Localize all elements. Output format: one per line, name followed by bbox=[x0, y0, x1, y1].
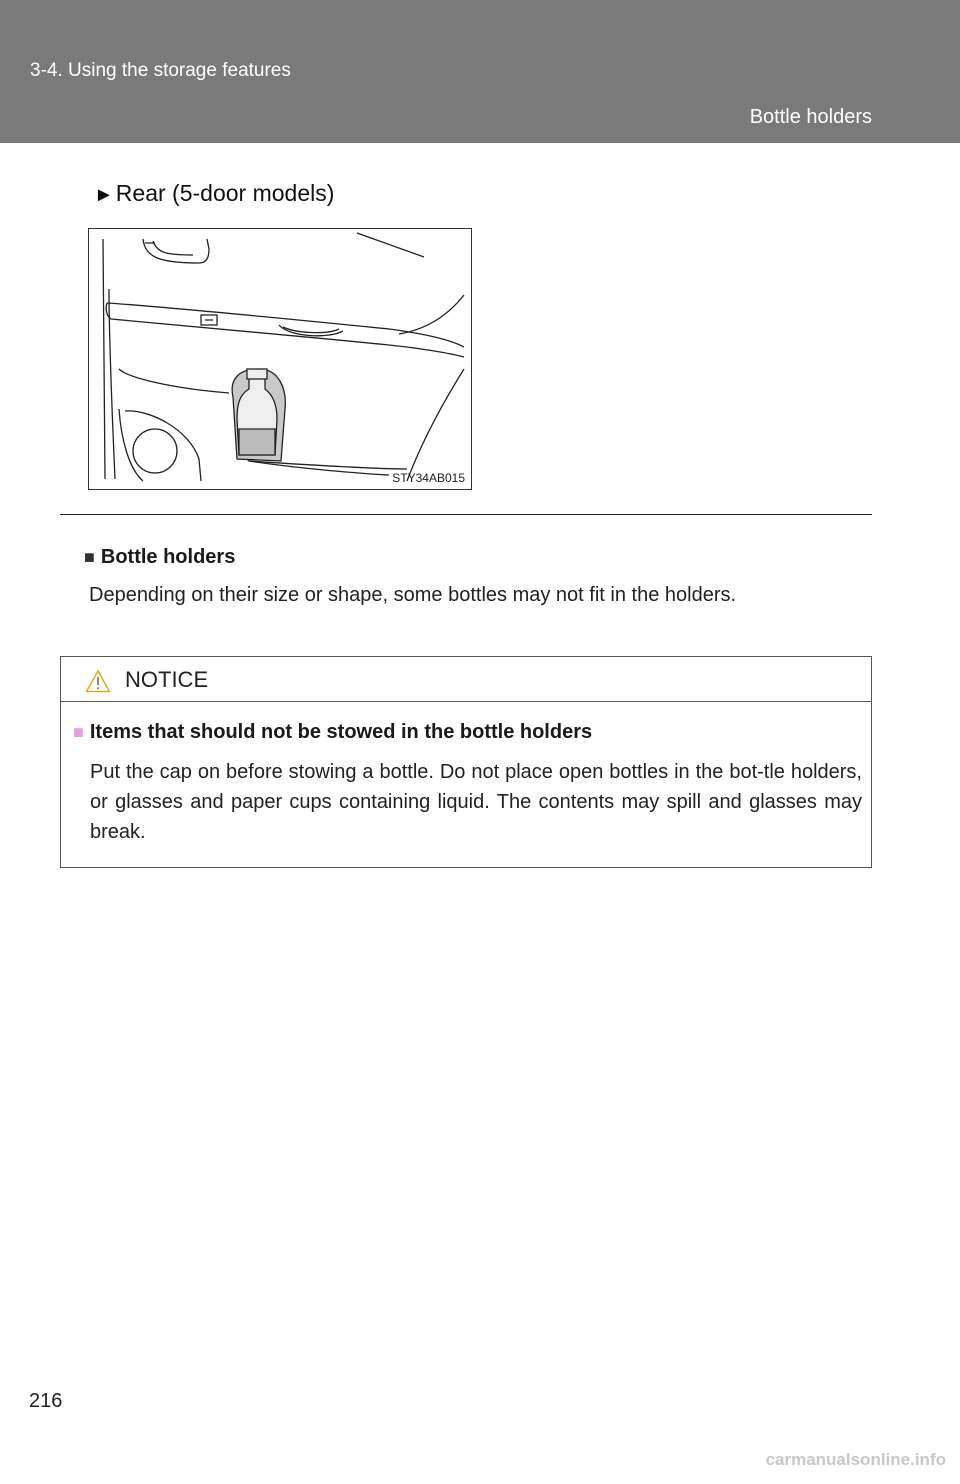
page-number: 216 bbox=[29, 1390, 63, 1412]
page-header bbox=[0, 0, 960, 143]
figure-code: STY34AB015 bbox=[392, 471, 465, 485]
notice-heading bbox=[73, 721, 592, 744]
door-bottle-holder-illustration bbox=[88, 228, 472, 490]
notice-header bbox=[61, 657, 871, 702]
square-bullet-icon: ■ bbox=[73, 722, 84, 742]
notice-heading-text: Items that should not be stowed in the bottle holders bbox=[89, 721, 593, 743]
notice-box bbox=[60, 656, 872, 868]
door-panel-drawing bbox=[89, 229, 471, 489]
notice-text: Put the cap on before stowing a bottle. Do not place open bottles in the bot-tle holders, or glasses and paper cups containing liquid. The contents may spill and glasses may break. bbox=[90, 761, 862, 843]
info-heading-text: Bottle holders bbox=[100, 546, 236, 568]
section-title: 3-4. Using the storage features bbox=[30, 60, 291, 81]
info-heading bbox=[84, 546, 235, 569]
watermark: carmanualsonline.info bbox=[765, 1450, 946, 1469]
triangle-bullet-icon: ► bbox=[94, 184, 114, 206]
info-text: Depending on their size or shape, some bottles may not fit in the holders. bbox=[89, 584, 737, 606]
topic-title: Bottle holders bbox=[749, 106, 872, 128]
section-divider bbox=[60, 514, 872, 515]
notice-label: NOTICE bbox=[125, 667, 209, 692]
square-bullet-icon: ■ bbox=[84, 547, 95, 567]
subheading-text: Rear (5-door models) bbox=[115, 180, 335, 206]
subheading bbox=[94, 180, 334, 207]
warning-triangle-icon bbox=[85, 669, 111, 693]
